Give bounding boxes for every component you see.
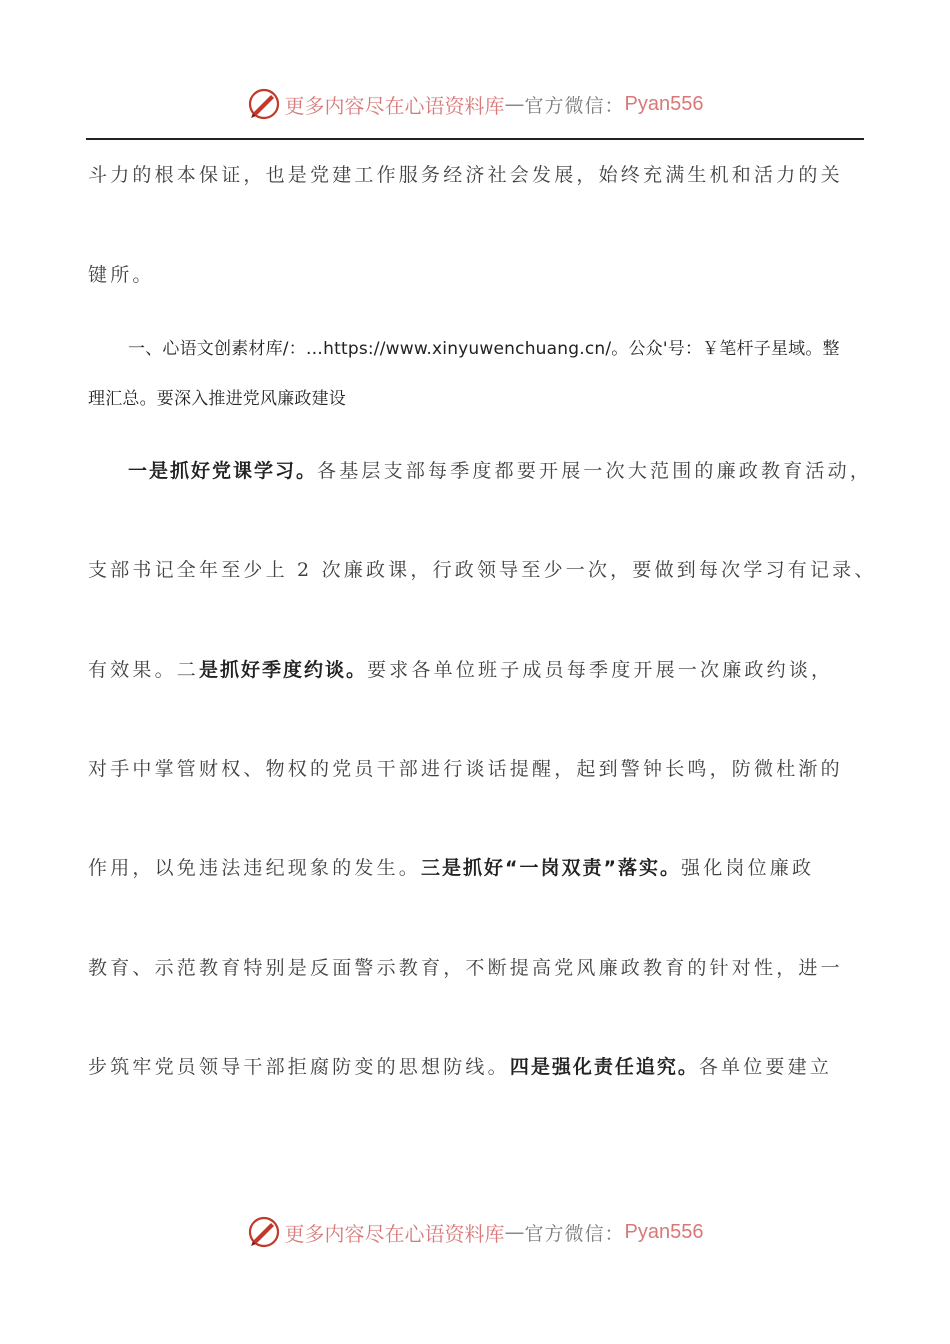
body-line-4: 理汇总。要深入推进党风廉政建设	[88, 389, 346, 409]
footer-banner-dash: —	[504, 1220, 525, 1244]
body-line-9-a: 作用，以免违法违纪现象的发生。	[88, 857, 422, 879]
footer-banner-wechat-label: 官方微信：	[524, 1222, 625, 1245]
body-line-7-a: 有效果。二	[88, 659, 200, 681]
body-line-1: 斗力的根本保证，也是党建工作服务经济社会发展，始终充满生机和活力的关	[88, 164, 843, 186]
footer-banner-wechat-id: Pyan556	[624, 1220, 704, 1243]
footer-banner-title: 更多内容尽在心语资料库	[284, 1221, 505, 1246]
point-three-text: 强化岗位廉政	[681, 857, 815, 879]
banner-dash: —	[504, 92, 525, 116]
point-two-text: 要求各单位班子成员每季度开展一次廉政约谈，	[367, 659, 834, 681]
body-line-5	[88, 456, 872, 483]
point-four-heading: 四是强化责任追究。	[509, 1056, 699, 1078]
pen-logo-icon	[247, 1215, 281, 1249]
point-one-text: 各基层支部每季度都要开展一次大范围的廉政教育活动，	[317, 460, 873, 482]
point-three-heading: 三是抓好“一岗双责”落实。	[421, 857, 681, 879]
point-four-text: 各单位要建立	[698, 1056, 833, 1078]
body-line-7	[88, 655, 833, 682]
banner-title: 更多内容尽在心语资料库	[284, 93, 505, 118]
footer-banner	[0, 1212, 950, 1252]
body-line-2: 键所。	[88, 264, 155, 286]
body-line-9	[88, 853, 814, 880]
body-line-10: 教育、示范教育特别是反面警示教育，不断提高党风廉政教育的针对性，进一	[88, 957, 843, 979]
pen-logo-icon	[247, 87, 281, 121]
body-line-8: 对手中掌管财权、物权的党员干部进行谈话提醒，起到警钟长鸣，防微杜渐的	[88, 758, 843, 780]
banner-wechat-id: Pyan556	[624, 92, 704, 115]
body-line-11-a: 步筑牢党员领导干部拒腐防变的思想防线。	[88, 1056, 510, 1078]
header-banner	[0, 84, 950, 124]
banner-wechat-label: 官方微信：	[524, 94, 625, 117]
body-line-3: 一、心语文创素材库/：…https://www.xinyuwenchuang.cn/。公众'号：￥笔杆子星域。整	[128, 339, 840, 359]
header-rule	[86, 138, 864, 140]
point-two-heading: 是抓好季度约谈。	[199, 659, 368, 681]
point-one-heading: 一是抓好党课学习。	[128, 460, 318, 482]
body-line-6: 支部书记全年至少上 2 次廉政课，行政领导至少一次，要做到每次学习有记录、	[88, 559, 877, 581]
body-line-11	[88, 1052, 832, 1079]
